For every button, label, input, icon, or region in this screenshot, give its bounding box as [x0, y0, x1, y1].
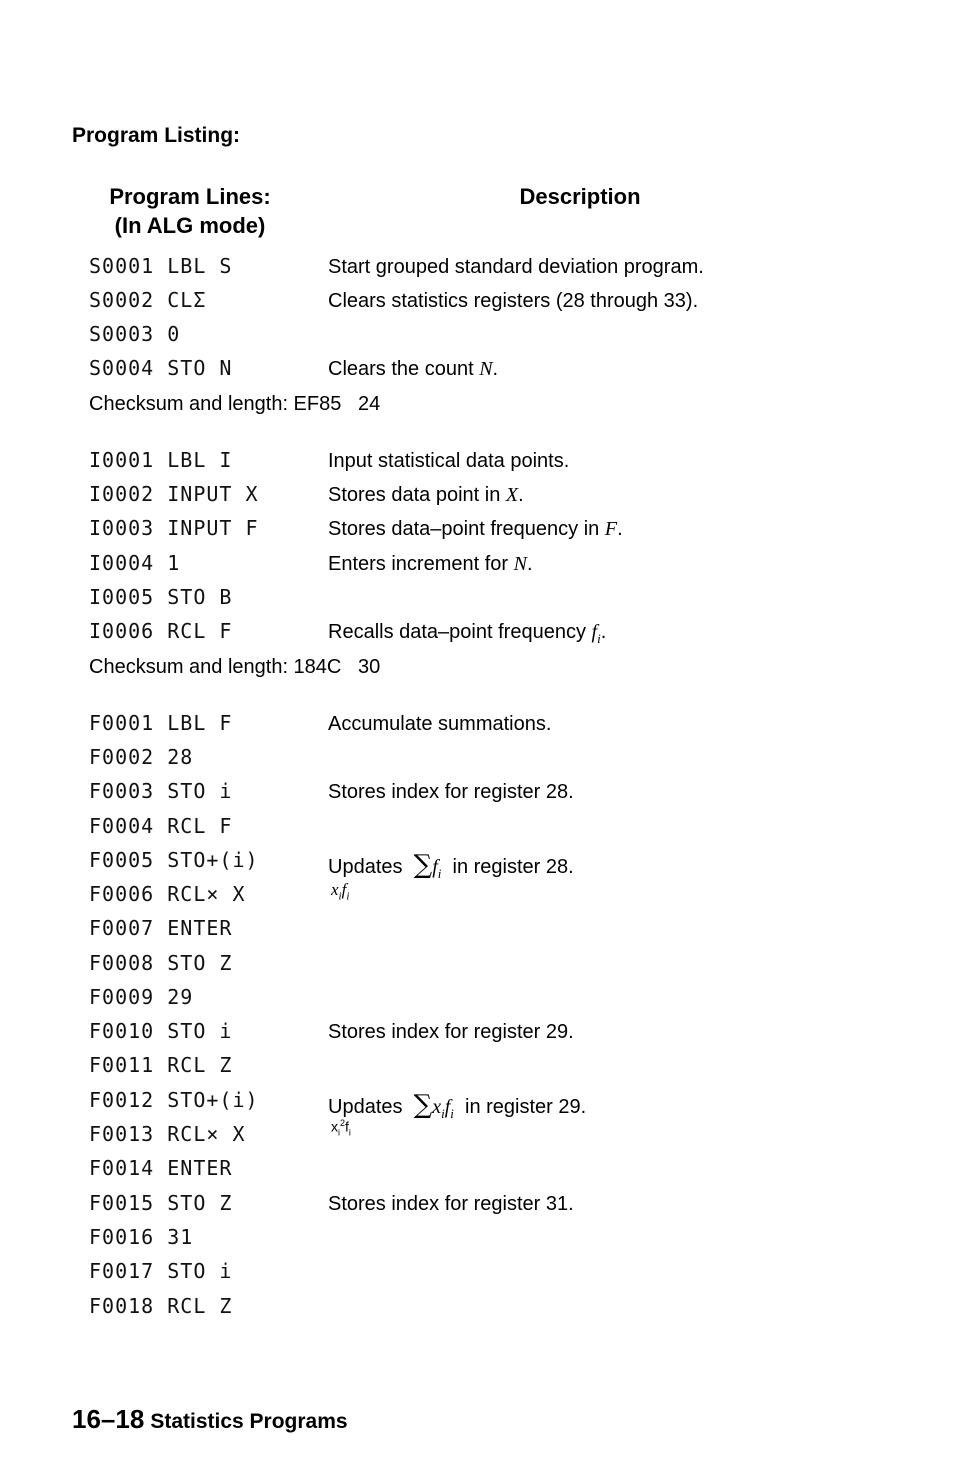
column-header-line1: Program Lines:: [109, 184, 271, 209]
listing-row: [0, 848, 954, 882]
program-line: F0014 ENTER: [89, 1156, 233, 1180]
listing-row: [0, 1191, 954, 1225]
program-line: I0003 INPUT F: [89, 516, 259, 540]
summation-symbol: ∑: [413, 1090, 433, 1120]
program-line: F0001 LBL F: [89, 711, 233, 735]
program-line: S0004 STO N: [89, 356, 233, 380]
program-line: F0015 STO Z: [89, 1191, 233, 1215]
listing-row: [0, 779, 954, 813]
listing-row: [0, 1053, 954, 1087]
line-description: Updates $\sum x_if_i$ in register 29.: [328, 1090, 587, 1121]
line-description: Stores index for register 29.: [328, 1021, 574, 1043]
program-line: F0008 STO Z: [89, 951, 233, 975]
program-line: F0018 RCL Z: [89, 1294, 233, 1318]
product-note: $x_if_i$: [331, 880, 350, 903]
section-heading: Program Listing:: [72, 124, 241, 147]
program-line: F0010 STO i: [89, 1019, 233, 1043]
program-line: F0002 28: [89, 745, 194, 769]
checksum-line: Checksum and length: EF85 24: [89, 393, 381, 415]
checksum-line: Checksum and length: 184C 30: [89, 656, 381, 678]
line-description: Stores data point in X.: [328, 484, 524, 506]
listing-row: [0, 1294, 954, 1328]
program-line: F0017 STO i: [89, 1259, 233, 1283]
page-footer: [72, 1404, 348, 1435]
listing-row: [0, 745, 954, 779]
program-line: F0006 RCL× X: [89, 882, 246, 906]
chapter-title: Statistics Programs: [150, 1410, 348, 1433]
line-description: Enters increment for N.: [328, 553, 533, 575]
program-line: I0002 INPUT X: [89, 482, 259, 506]
line-description: Updates $\sum f_i$ in register 28.: [328, 850, 574, 881]
program-line: F0004 RCL F: [89, 814, 233, 838]
listing-row: [0, 619, 954, 653]
listing-row: [0, 288, 954, 322]
line-description: Input statistical data points.: [328, 450, 570, 472]
square-product-note: $x_i^2f_i$: [331, 1118, 351, 1138]
listing-row: [0, 448, 954, 482]
listing-row: [0, 356, 954, 390]
listing-row: [0, 1259, 954, 1293]
program-line: I0001 LBL I: [89, 448, 233, 472]
listing-row: [0, 882, 954, 916]
listing-row: [0, 814, 954, 848]
program-line: S0003 0: [89, 322, 181, 346]
listing-row: [0, 1118, 954, 1156]
program-line: I0005 STO B: [89, 585, 233, 609]
program-line: F0007 ENTER: [89, 916, 233, 940]
listing-row: [0, 1225, 954, 1259]
line-description: Stores index for register 31.: [328, 1193, 574, 1215]
listing-row: [0, 1156, 954, 1190]
listing-row: [0, 1019, 954, 1053]
program-line: F0016 31: [89, 1225, 194, 1249]
line-description: Recalls data–point frequency $f_i$.: [328, 621, 607, 646]
column-header-line2: (In ALG mode): [114, 213, 266, 238]
summation-symbol: ∑: [413, 850, 433, 880]
program-line: F0009 29: [89, 985, 194, 1009]
program-line: F0011 RCL Z: [89, 1053, 233, 1077]
listing-row: [0, 985, 954, 1019]
program-line: S0002 CLΣ: [89, 288, 207, 312]
listing-row: [0, 551, 954, 585]
line-description: Clears the count N.: [328, 358, 499, 380]
listing-row: [0, 516, 954, 550]
line-description: Start grouped standard deviation program.: [328, 256, 704, 278]
line-description: Stores index for register 28.: [328, 781, 574, 803]
page-number: 16–18: [72, 1404, 145, 1434]
listing-row: [0, 322, 954, 356]
program-line: I0004 1: [89, 551, 181, 575]
program-line: F0012 STO+(i): [89, 1088, 259, 1112]
program-line: F0003 STO i: [89, 779, 233, 803]
line-description: Accumulate summations.: [328, 713, 552, 735]
listing-row: [0, 254, 954, 288]
listing-row: [0, 711, 954, 745]
program-line: I0006 RCL F: [89, 619, 233, 643]
column-header-program-lines: [90, 182, 290, 240]
listing-row: [0, 482, 954, 516]
listing-row: [0, 585, 954, 619]
program-line: F0013 RCL× X: [89, 1122, 246, 1146]
program-line: S0001 LBL S: [89, 254, 233, 278]
listing-row: [0, 951, 954, 985]
program-line: F0005 STO+(i): [89, 848, 259, 872]
listing-row: [0, 1088, 954, 1122]
line-description: Stores data–point frequency in F.: [328, 518, 623, 540]
column-header-description: Description: [519, 184, 641, 209]
listing-row: [0, 916, 954, 950]
line-description: Clears statistics registers (28 through 33).: [328, 290, 699, 312]
